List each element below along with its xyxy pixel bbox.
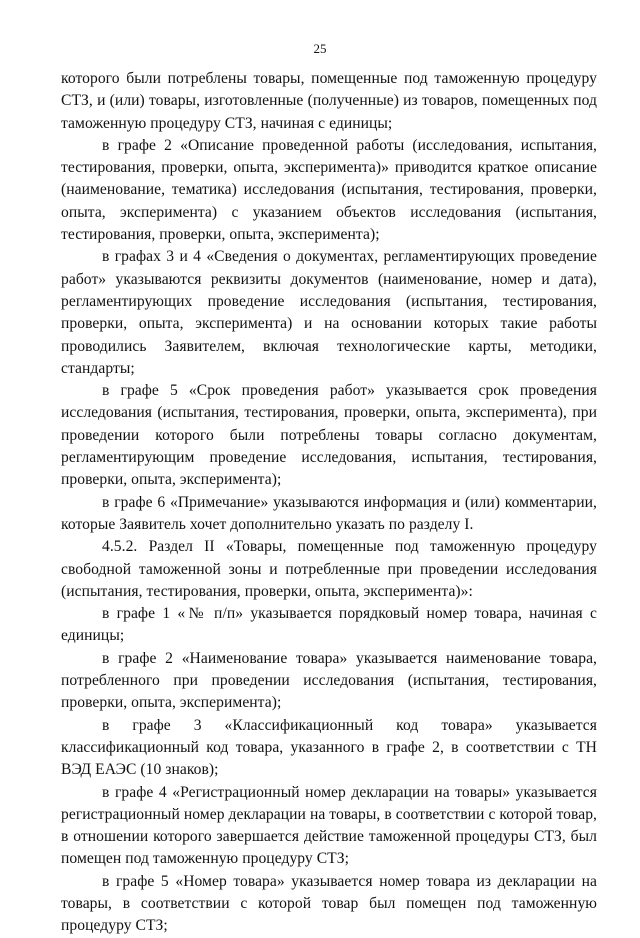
paragraph-section2-column-2: в графе 2 «Наименование товара» указывается наименование товара, потребленного при проведении исследования (испытания, тестирования, проверки, опыта, эксперимента); — [61, 649, 597, 712]
paragraph-section2-column-1: в графе 1 «№ п/п» указывается порядковый номер товара, начиная с единицы; — [61, 605, 597, 645]
paragraph-continuation: которого были потреблены товары, помещенные под таможенную процедуру СТЗ, и (или) товары, изготовленные (полученные) из товаров, помещенных под таможенную процедуру СТЗ, начиная с единицы; — [61, 70, 597, 132]
document-body — [61, 68, 597, 938]
paragraph-section2-column-5: в графе 5 «Номер товара» указывается номер товара из декларации на товары, в соответствии с которой товар был помещен под таможенную процедуру СТЗ; — [61, 872, 597, 935]
paragraph-section-4-5-2: 4.5.2. Раздел II «Товары, помещенные под таможенную процедуру свободной таможенной зоны и потребленные при проведении исследования (испытания, тестирования, проверки, опыта, эксперимента)»: — [61, 538, 597, 600]
paragraph-section2-column-4: в графе 4 «Регистрационный номер декларации на товары» указывается регистрационный номер декларации на товары, в соответствии с которой товар, в отношении которого завершается действие таможенной процедуры СТЗ, был помещен под таможенную процедуру СТЗ; — [61, 783, 597, 868]
paragraph-section2-column-3: в графе 3 «Классификационный код товара» указывается классификационный код товара, указанного в графе 2, в соответствии с ТН ВЭД ЕАЭС (10 знаков); — [61, 716, 597, 779]
paragraph-column-6-note: в графе 6 «Примечание» указываются информация и (или) комментарии, которые Заявитель хочет дополнительно указать по разделу I. — [61, 493, 597, 533]
paragraph-column-5-work-term: в графе 5 «Срок проведения работ» указывается срок проведения исследования (испытания, тестирования, проверки, опыта, эксперимента), при проведении которого были потреблены товары согласно документам, регламентирующим проведение исследования, испытания, тестирования, проверки, опыта, эксперимента); — [61, 382, 597, 489]
page-number: 25 — [313, 41, 327, 56]
paragraph-columns-3-4-documents: в графах 3 и 4 «Сведения о документах, регламентирующих проведение работ» указываются реквизиты документов (наименование, номер и дата), регламентирующих проведение исследования (испытания, тестирования, проверки, опыта, эксперимента) и на основании которых такие работы проводились Заявителем, включая технологические карты, методики, стандарты; — [61, 248, 597, 377]
paragraph-column-2-work-description: в графе 2 «Описание проведенной работы (исследования, испытания, тестирования, проверки, опыта, эксперимента)» приводится краткое описание (наименование, тематика) исследования (испытания, тестирования, проверки, опыта, эксперимента) с указанием объектов исследования (испытания, тестирования, проверки, опыта, эксперимента); — [61, 136, 597, 244]
